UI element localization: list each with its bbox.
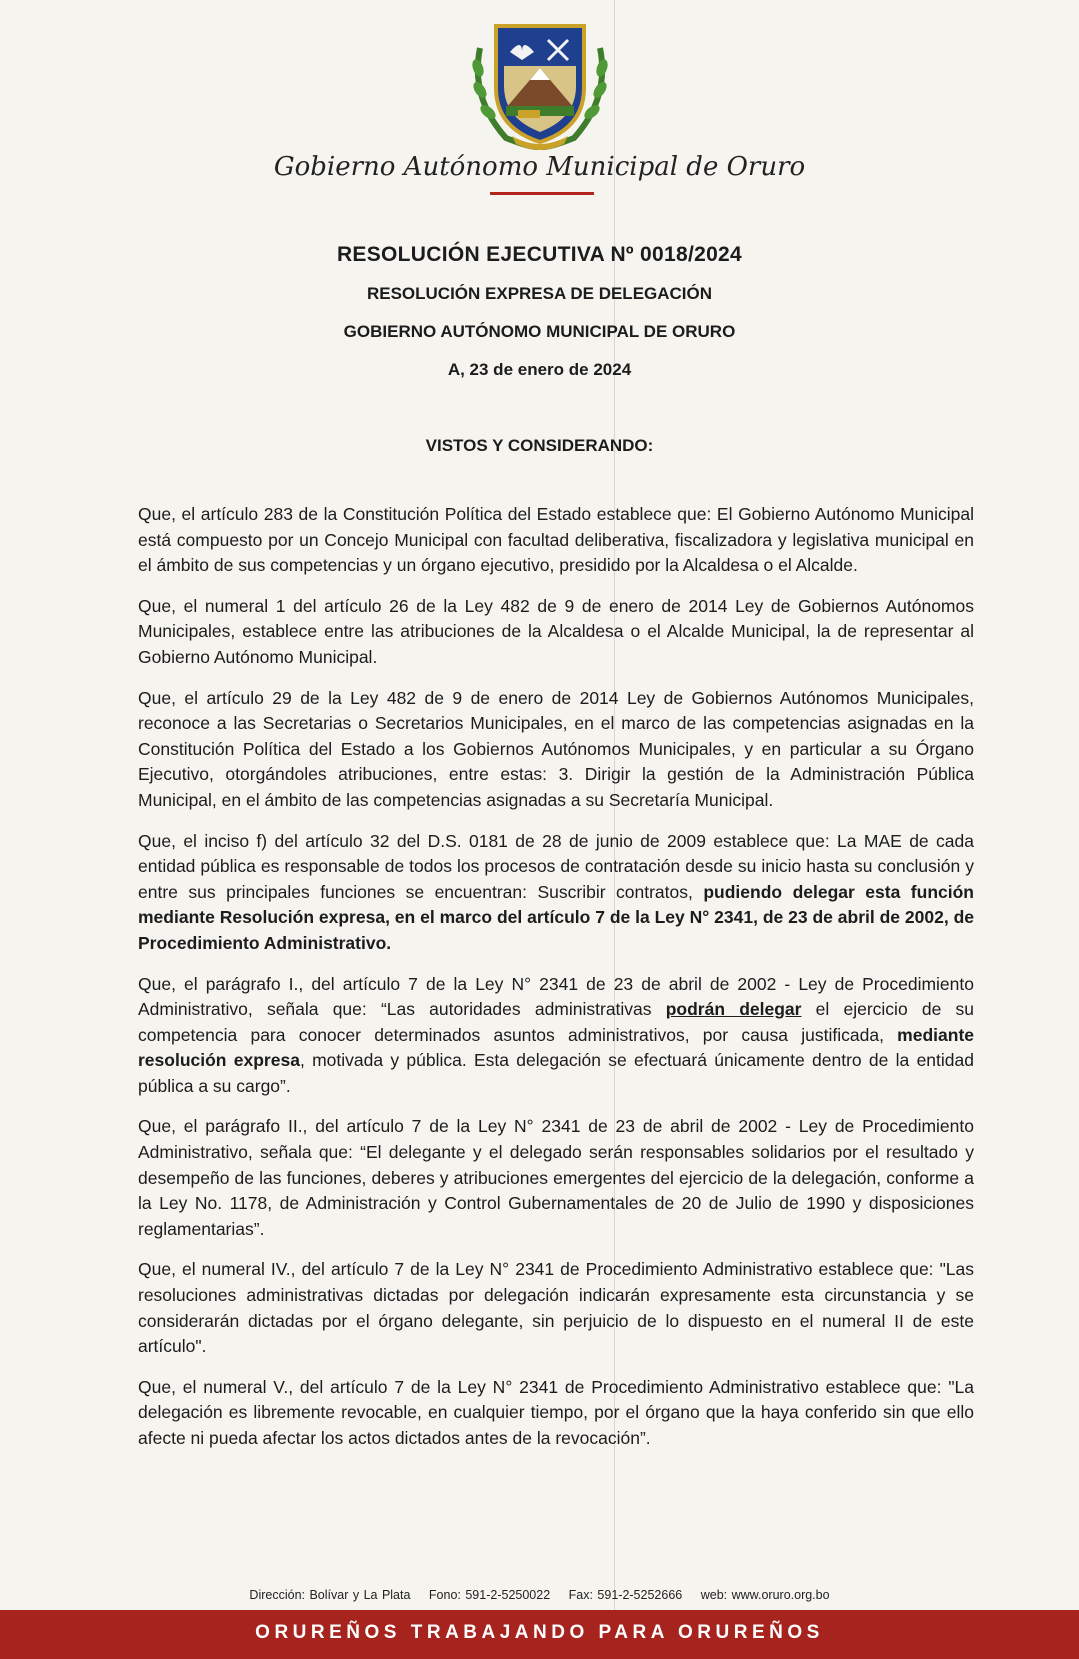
paragraph-underlined-text: podrán delegar bbox=[665, 999, 802, 1020]
paragraph bbox=[138, 829, 974, 957]
paragraph-text: . bbox=[386, 932, 392, 953]
paragraph-bold-text: pudiendo delegar esta función mediante Resolución expresa, en el marco del artículo 7 de la Ley N° 2341, de 23 de abril de 2002, de Procedimiento Administrativo bbox=[138, 881, 974, 953]
footer-fax: Fax: 591-2-5252666 bbox=[568, 1588, 683, 1602]
paragraph-text: Que, el parágrafo I., del artículo 7 de la Ley N° 2341 de 23 de abril de 2002 - Ley de Procedimiento Administrativo, señala que: “Las autoridades administrativas bbox=[138, 973, 974, 1020]
paragraph-text: , motivada y pública. Esta delegación se efectuará únicamente dentro de la entidad pública a su cargo”. bbox=[138, 1050, 974, 1096]
resolution-title: RESOLUCIÓN EJECUTIVA Nº 0018/2024 bbox=[336, 243, 743, 266]
paragraph: Que, el artículo 29 de la Ley 482 de 9 de enero de 2014 Ley de Gobiernos Autónomos Municipales, reconoce a las Secretarias o Secretarios Municipales, en el marco de las competencias asignadas en la Constitución Política del Estado a los Gobiernos Autónomos Municipales, y en particular a su Órgano Ejecutivo, otorgándoles atribuciones, entre estas: 3. Dirigir la gestión de la Administración Pública Municipal, en el ámbito de las competencias asignadas a su Secretaría Municipal. bbox=[138, 687, 974, 810]
paragraph-text: Que, el inciso f) del artículo 32 del D.S. 0181 de 28 de junio de 2009 establece que: La MAE de cada entidad pública es responsable de todos los procesos de contratación desde su inicio hasta su conclusión y entre sus principales funciones se encuentran: Suscribir contratos, bbox=[138, 830, 974, 902]
paragraph bbox=[138, 972, 974, 1100]
municipal-crest-icon bbox=[466, 18, 614, 156]
issuing-entity: GOBIERNO AUTÓNOMO MUNICIPAL DE ORURO bbox=[343, 322, 736, 341]
paragraph-bold-text: mediante resolución expresa bbox=[138, 1024, 974, 1071]
footer-address: Dirección: Bolívar y La Plata bbox=[249, 1588, 411, 1602]
paragraph: Que, el artículo 283 de la Constitución Política del Estado establece que: El Gobierno Autónomo Municipal está compuesto por un Concejo Municipal con facultad deliberativa, fiscalizadora y legislativa municipal en el ámbito de sus competencias y un órgano ejecutivo, presidido por la Alcaldesa o el Alcalde. bbox=[138, 504, 974, 576]
footer-slogan: ORUREÑOS TRABAJANDO PARA ORUREÑOS bbox=[255, 1622, 824, 1643]
footer-phone: Fono: 591-2-5250022 bbox=[428, 1588, 551, 1602]
municipality-name: Gobierno Autónomo Municipal de Oruro bbox=[273, 152, 806, 182]
paragraph: Que, el numeral IV., del artículo 7 de la Ley N° 2341 de Procedimiento Administrativo establece que: "Las resoluciones administrativas dictadas por delegación indicarán expresamente esta circunstancia y se considerarán dictadas por el órgano delegante, sin perjuicio de lo dispuesto en el numeral II de este artículo". bbox=[138, 1259, 974, 1357]
paragraph: Que, el numeral V., del artículo 7 de la Ley N° 2341 de Procedimiento Administrativo establece que: "La delegación es libremente revocable, en cualquier tiempo, por el órgano que la haya conferido sin que ello afecte ni pueda afectar los actos dictados antes de la revocación”. bbox=[138, 1376, 974, 1448]
paragraph: Que, el numeral 1 del artículo 26 de la Ley 482 de 9 de enero de 2014 Ley de Gobiernos Autónomos Municipales, establece entre las atribuciones de la Alcaldesa o el Alcalde Municipal, la de representar al Gobierno Autónomo Municipal. bbox=[138, 595, 974, 667]
footer-web: web: www.oruro.org.bo bbox=[700, 1588, 830, 1602]
resolution-subtitle: RESOLUCIÓN EXPRESA DE DELEGACIÓN bbox=[366, 284, 713, 303]
paragraph-text: el ejercicio de su competencia para conocer determinados asuntos administrativos, por causa justificada, bbox=[138, 999, 974, 1045]
paragraph: Que, el parágrafo II., del artículo 7 de la Ley N° 2341 de 23 de abril de 2002 - Ley de Procedimiento Administrativo, señala que: “El delegante y el delegado serán responsables solidarios por el resultado y desempeño de las funciones, deberes y atribuciones emergentes del ejercicio de la delegación, conforme a la Ley No. 1178, de Administración y Control Gubernamentales de 20 de Julio de 1990 y disposiciones reglamentarias”. bbox=[138, 1116, 974, 1239]
section-heading: VISTOS Y CONSIDERANDO: bbox=[425, 436, 654, 455]
footer-contact bbox=[0, 1588, 1079, 1602]
header-rule bbox=[490, 192, 594, 195]
resolution-date: A, 23 de enero de 2024 bbox=[447, 360, 632, 379]
document-body bbox=[138, 502, 974, 1467]
